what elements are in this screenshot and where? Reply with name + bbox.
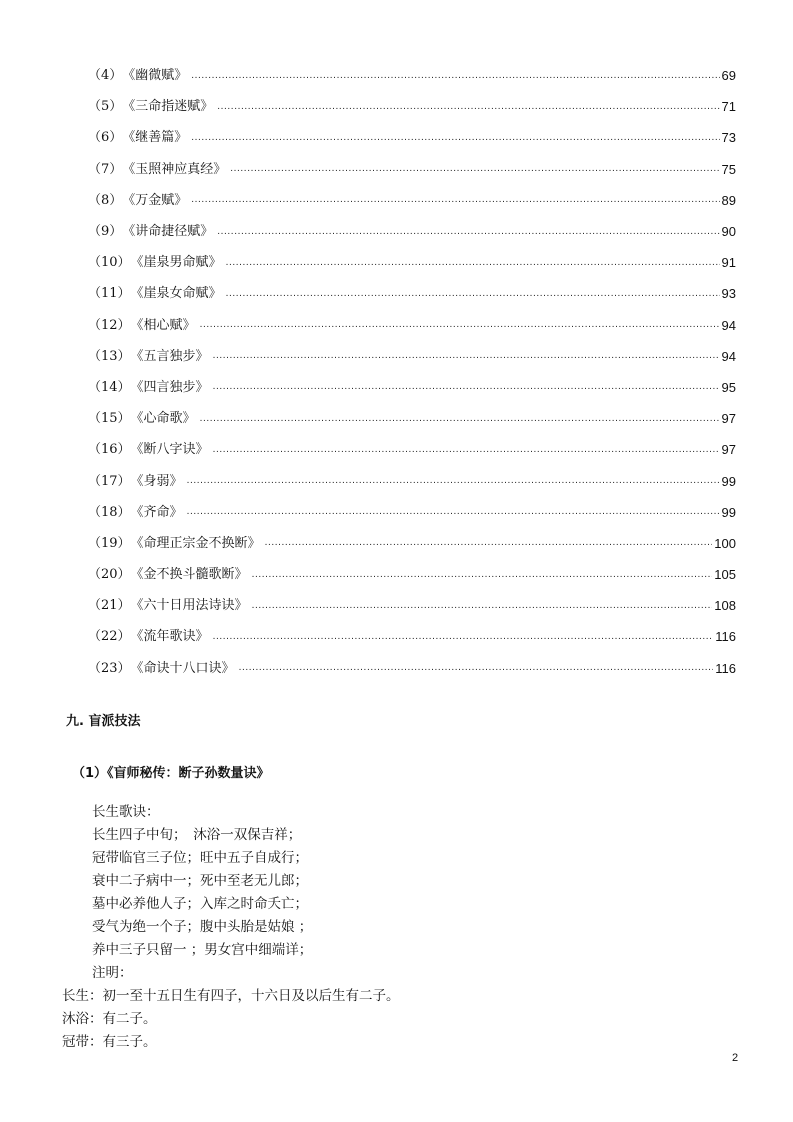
toc-leader-dots (200, 320, 720, 330)
subsection-heading: （1）《盲师秘传：断子孙数量诀》 (72, 766, 270, 781)
body-line: 长生歌诀： (92, 804, 160, 820)
toc-entry-page: 73 (721, 130, 736, 146)
toc-entry[interactable] (88, 465, 736, 496)
toc-leader-dots (191, 133, 719, 143)
toc-entry[interactable] (88, 341, 736, 372)
toc-entry[interactable] (88, 621, 736, 652)
body-line: 衰中二子病中一；死中至老无儿郎； (92, 873, 308, 889)
toc-entry-page: 99 (721, 473, 736, 489)
toc-entry-number: （18） (88, 504, 131, 520)
toc-entry-title: 《四言独步》 (130, 379, 209, 395)
toc-entry[interactable] (88, 247, 736, 278)
toc-entry[interactable] (88, 590, 736, 621)
toc-entry[interactable] (88, 528, 736, 559)
toc-entry-number: （21） (88, 598, 131, 614)
toc-entry-number: （23） (88, 660, 131, 676)
toc-entry-number: （17） (88, 473, 131, 489)
toc-leader-dots (200, 414, 720, 424)
toc-entry-number: （14） (88, 379, 131, 395)
toc-entry-page: 108 (714, 598, 736, 614)
toc-entry-number: （19） (88, 535, 131, 551)
body-line: 墓中必养他人子；入库之时命夭亡； (92, 896, 308, 912)
toc-entry-page: 116 (715, 660, 736, 676)
body-line: 冠带临官三子位；旺中五子自成行； (92, 850, 308, 866)
body-line: 注明： (92, 965, 133, 981)
toc-entry[interactable] (88, 497, 736, 528)
toc-leader-dots (265, 538, 713, 548)
toc-leader-dots (213, 382, 720, 392)
toc-entry-number: （7） (88, 161, 123, 177)
toc-leader-dots (217, 227, 719, 237)
toc-entry-page: 75 (721, 161, 736, 177)
toc-entry-title: 《命理正宗金不换断》 (130, 535, 261, 551)
toc-entry-number: （10） (88, 255, 131, 271)
body-line: 冠带：有三子。 (62, 1034, 157, 1050)
toc-entry[interactable] (88, 122, 736, 153)
toc-entry-page: 69 (721, 68, 736, 84)
toc-entry[interactable] (88, 372, 736, 403)
toc-entry-number: （20） (88, 567, 131, 583)
page-number: 2 (732, 1052, 739, 1064)
toc-leader-dots (252, 601, 713, 611)
toc-leader-dots (226, 258, 720, 268)
toc-entry-page: 97 (721, 411, 736, 427)
toc-entry-title: 《相心赋》 (130, 317, 196, 333)
toc-entry[interactable] (88, 403, 736, 434)
toc-entry-page: 97 (721, 442, 736, 458)
toc-entry[interactable] (88, 278, 736, 309)
toc-entry[interactable] (88, 559, 736, 590)
body-line: 养中三子只留一 ；男女宫中细端详； (92, 942, 313, 958)
toc-entry-page: 99 (721, 504, 736, 520)
toc-entry[interactable] (88, 154, 736, 185)
toc-entry-number: （4） (88, 68, 123, 84)
toc-entry-title: 《继善篇》 (122, 130, 188, 146)
toc-entry-number: （6） (88, 130, 123, 146)
toc-entry-title: 《五言独步》 (130, 348, 209, 364)
body-line: 长生：初一至十五日生有四子，十六日及以后生有二子。 (62, 988, 400, 1004)
toc-entry[interactable] (88, 60, 736, 91)
toc-entry-page: 89 (721, 192, 736, 208)
toc-leader-dots (226, 289, 720, 299)
toc-entry-title: 《崖泉男命赋》 (130, 255, 222, 271)
toc-entry-number: （8） (88, 192, 123, 208)
toc-leader-dots (239, 663, 714, 673)
toc-leader-dots (191, 195, 719, 205)
toc-entry-title: 《命诀十八口诀》 (130, 660, 235, 676)
toc-entry[interactable] (88, 185, 736, 216)
toc-entry[interactable] (88, 310, 736, 341)
toc-entry-title: 《崖泉女命赋》 (130, 286, 222, 302)
toc-leader-dots (217, 102, 719, 112)
toc-leader-dots (187, 507, 720, 517)
toc-entry-page: 91 (721, 255, 736, 271)
toc-entry[interactable] (88, 653, 736, 684)
toc-entry[interactable] (88, 434, 736, 465)
toc-entry-page: 90 (721, 224, 736, 240)
toc-entry-title: 《心命歌》 (130, 411, 196, 427)
toc-entry-number: （5） (88, 99, 123, 115)
toc-leader-dots (230, 164, 719, 174)
toc-entry-number: （11） (88, 286, 131, 302)
toc-entry-title: 《讲命捷径赋》 (122, 224, 214, 240)
toc-entry[interactable] (88, 216, 736, 247)
toc-entry[interactable] (88, 91, 736, 122)
toc-entry-number: （22） (88, 629, 131, 645)
toc-entry-page: 95 (721, 379, 736, 395)
table-of-contents (88, 60, 736, 684)
toc-entry-page: 100 (714, 535, 736, 551)
toc-entry-title: 《六十日用法诗诀》 (130, 598, 248, 614)
toc-entry-number: （16） (88, 442, 131, 458)
toc-entry-page: 105 (714, 567, 736, 583)
toc-entry-page: 116 (715, 629, 736, 645)
toc-leader-dots (187, 476, 720, 486)
body-line: 长生四子中旬； 沐浴一双保吉祥； (92, 827, 302, 843)
body-line: 沐浴：有二子。 (62, 1011, 157, 1027)
body-line: 受气为绝一个子；腹中头胎是姑娘 ； (92, 919, 313, 935)
toc-entry-title: 《身弱》 (130, 473, 183, 489)
toc-entry-title: 《幽微赋》 (122, 68, 188, 84)
toc-entry-page: 94 (721, 317, 736, 333)
toc-entry-number: （9） (88, 224, 123, 240)
toc-entry-page: 94 (721, 348, 736, 364)
toc-entry-page: 71 (721, 99, 736, 115)
toc-entry-title: 《三命指迷赋》 (122, 99, 214, 115)
toc-entry-title: 《断八字诀》 (130, 442, 209, 458)
section-heading: 九. 盲派技法 (66, 714, 141, 729)
toc-leader-dots (213, 632, 714, 642)
toc-entry-page: 93 (721, 286, 736, 302)
toc-leader-dots (213, 445, 720, 455)
toc-leader-dots (191, 71, 719, 81)
toc-entry-title: 《金不换斗髓歌断》 (130, 567, 248, 583)
toc-entry-title: 《玉照神应真经》 (122, 161, 227, 177)
toc-leader-dots (213, 351, 720, 361)
toc-entry-title: 《万金赋》 (122, 192, 188, 208)
toc-entry-title: 《齐命》 (130, 504, 183, 520)
toc-entry-number: （13） (88, 348, 131, 364)
toc-entry-title: 《流年歌诀》 (130, 629, 209, 645)
toc-entry-number: （15） (88, 411, 131, 427)
toc-entry-number: （12） (88, 317, 131, 333)
toc-leader-dots (252, 570, 713, 580)
